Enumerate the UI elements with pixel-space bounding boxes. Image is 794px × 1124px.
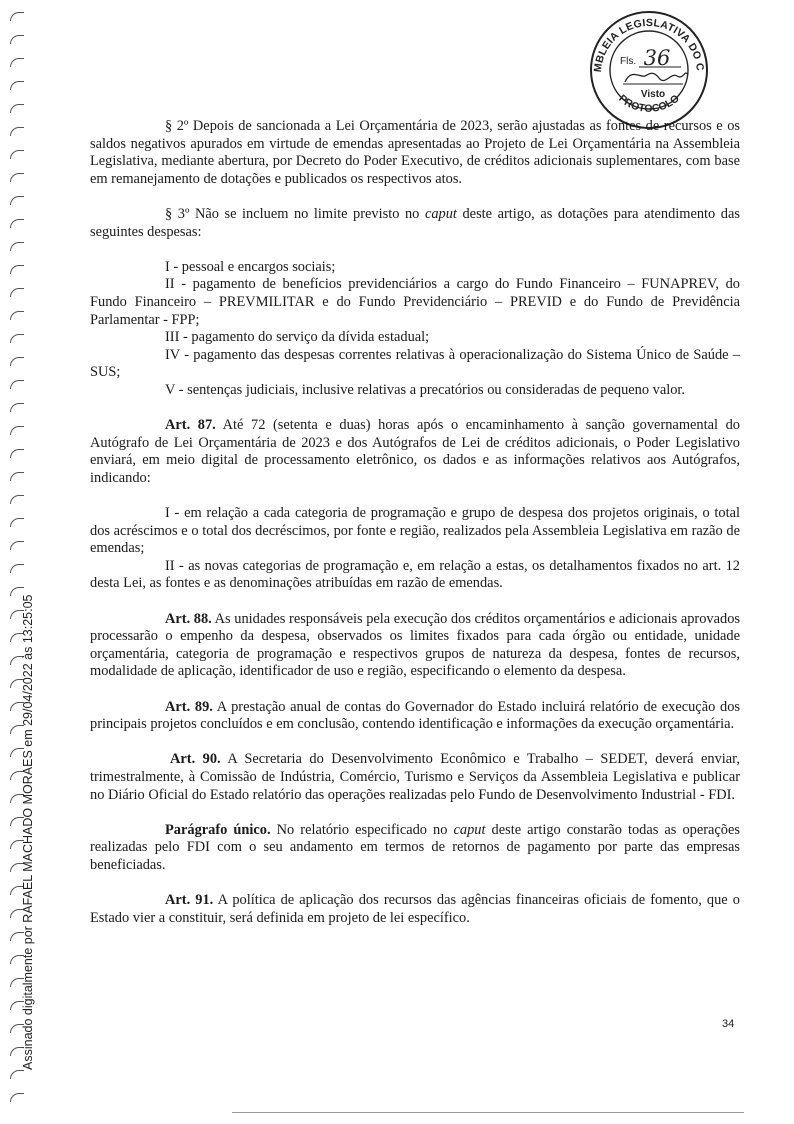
binding-mark <box>10 1093 24 1102</box>
page-number: 34 <box>722 1018 735 1030</box>
expense-list <box>90 259 740 400</box>
list-item <box>90 558 740 593</box>
item-numeral: I <box>165 258 170 275</box>
paragraph-unico-label: Parágrafo único. <box>165 821 271 838</box>
caput-term: caput <box>453 821 486 838</box>
binding-mark <box>10 150 24 159</box>
section-3-text-a: § 3º Não se incluem no limite previsto no <box>165 205 425 222</box>
binding-mark <box>10 518 24 527</box>
article-88-label: Art. 88. <box>165 610 212 627</box>
paragraph-section-3 <box>90 206 740 241</box>
article-88 <box>90 611 740 681</box>
article-90 <box>90 751 740 804</box>
list-item <box>90 382 740 400</box>
binding-mark <box>10 58 24 67</box>
stamp-ring-bottom-text: PROTOCOLO <box>616 92 682 115</box>
article-89-text: A prestação anual de contas do Governador do Estado incluirá relatório de execução dos principais projetos concluídos e em conclusão, contendo identificação e informações da execução orçamentária. <box>90 698 740 733</box>
binding-mark <box>10 564 24 573</box>
stamp-signature-scribble <box>625 73 687 82</box>
binding-mark <box>10 449 24 458</box>
article-87 <box>90 417 740 487</box>
binding-mark <box>10 196 24 205</box>
caput-term: caput <box>424 205 457 222</box>
stamp-folio-number: 36 <box>643 46 671 70</box>
item-numeral: III <box>165 329 180 346</box>
binding-mark <box>10 334 24 343</box>
paragraph-unico <box>90 822 740 875</box>
article-89 <box>90 699 740 734</box>
digital-signature-note: Assinado digitalmente por RAFAEL MACHADO MORAES em 29/04/2022 às 13:25:05 <box>21 594 35 1070</box>
article-91-label: Art. 91. <box>165 892 214 909</box>
list-item <box>90 505 740 558</box>
article-90-text: A Secretaria do Desenvolvimento Econômico e Trabalho – SEDET, deverá enviar, trimestralmente, à Comissão de Indústria, Comércio, Turismo e Serviços da Assembleia Legislativa e publicar no Diário Oficial do Estado relatório das operações realizadas pelo Fundo de Desenvolvimento Industrial - FDI. <box>90 751 740 803</box>
paragraph-section-2: § 2º Depois de sancionada a Lei Orçamentária de 2023, serão ajustadas as fontes de recursos e os saldos negativos apurados em virtude de emendas apresentadas ao Projeto de Lei Orçamentária na Assembleia Legislativa, mediante abertura, por Decreto do Poder Executivo, de créditos adicionais suplementares, com base em remanejamento de dotações e publicados os respectivos atos. <box>90 118 740 187</box>
item-numeral: V <box>165 381 176 398</box>
paragraph-unico-text-a: No relatório especificado no <box>270 821 454 838</box>
binding-mark <box>10 242 24 251</box>
article-87-list <box>90 505 740 593</box>
binding-mark <box>10 426 24 435</box>
binding-mark <box>10 541 24 550</box>
article-91 <box>90 892 740 927</box>
binding-mark <box>10 127 24 136</box>
article-88-text: As unidades responsáveis pela execução dos créditos orçamentários e adicionais aprovados processarão o empenho da despesa, observados os limites fixados para cada órgão ou entidade, unidade orçamentária, categoria de programação e respectivos grupos de natureza da despesa, fontes de recursos, modalidade de aplicação, identificador de uso e região, especificando o elemento da despesa. <box>90 610 740 680</box>
binding-mark <box>10 35 24 44</box>
item-text: - pagamento das despesas correntes relativas à operacionalização do Sistema Único de Saúde – SUS; <box>90 346 740 381</box>
stamp-ring-top-text: MBLEIA LEGISLATIVA DO C <box>591 16 707 73</box>
article-87-label: Art. 87. <box>165 417 216 434</box>
binding-mark <box>10 311 24 320</box>
section-3-text-b: deste artigo, as dotações para atendimento das seguintes despesas: <box>90 205 740 240</box>
binding-mark <box>10 288 24 297</box>
list-item <box>90 259 740 277</box>
binding-mark <box>10 403 24 412</box>
stamp-visto-label: Visto <box>640 89 666 100</box>
list-item <box>90 276 740 329</box>
item-text: - sentenças judiciais, inclusive relativas a precatórios ou consideradas de pequeno valor. <box>175 381 686 398</box>
list-item <box>90 347 740 382</box>
article-90-label: Art. 90. <box>170 751 221 768</box>
binding-mark <box>10 357 24 366</box>
list-item <box>90 329 740 347</box>
paragraph-unico-text-b: deste artigo constarão todas as operações realizadas pelo FDI com o seu andamento em termos de retornos de pagamento por parte das empresas beneficiadas. <box>90 821 740 873</box>
binding-mark <box>10 12 24 21</box>
binding-mark <box>10 472 24 481</box>
item-numeral: IV <box>165 346 180 363</box>
item-text: - pagamento do serviço da dívida estadual; <box>179 329 430 346</box>
binding-mark <box>10 265 24 274</box>
article-87-text: Até 72 (setenta e duas) horas após o encaminhamento à sanção governamental do Autógrafo de Lei Orçamentária de 2023 e dos Autógrafos de Lei de créditos adicionais, o Poder Legislativo enviará, em meio digital de processamento eletrônico, os dados e as informações relativos aos Autógrafos, indicando: <box>90 417 740 486</box>
binding-mark <box>10 219 24 228</box>
item-numeral: II <box>165 557 175 574</box>
binding-mark <box>10 1070 24 1079</box>
item-numeral: I <box>165 505 170 522</box>
binding-mark <box>10 81 24 90</box>
item-numeral: II <box>165 276 175 293</box>
document-body <box>90 118 740 927</box>
item-text: - pessoal e encargos sociais; <box>169 258 336 275</box>
binding-mark <box>10 380 24 389</box>
stamp-folio-prefix: Fls. <box>620 56 637 67</box>
stamp-seal <box>587 8 711 132</box>
binding-mark <box>10 173 24 182</box>
article-89-label: Art. 89. <box>165 698 213 715</box>
item-text: - as novas categorias de programação e, em relação a estas, os detalhamentos fixados no art. 12 desta Lei, as fontes e as denominações atribuídas em razão de emendas. <box>90 557 740 592</box>
binding-mark <box>10 495 24 504</box>
article-91-text: A política de aplicação dos recursos das agências financeiras oficiais de fomento, que o Estado vier a constituir, será definida em projeto de lei específico. <box>90 892 740 926</box>
protocol-stamp <box>587 8 711 132</box>
item-text: - em relação a cada categoria de programação e grupo de despesa dos projetos originais, o total dos acréscimos e o total dos decréscimos, por fonte e região, realizados pela Assembleia Legislativa em razão de emendas; <box>90 505 740 557</box>
footer-rule <box>232 1112 744 1113</box>
item-text: - pagamento de benefícios previdenciários a cargo do Fundo Financeiro – FUNAPREV, do Fundo Financeiro – PREVMILITAR e do Fundo Previdenciário – PREVID e do Fundo de Previdência Parlamentar - FPP; <box>90 276 740 328</box>
binding-mark <box>10 104 24 113</box>
